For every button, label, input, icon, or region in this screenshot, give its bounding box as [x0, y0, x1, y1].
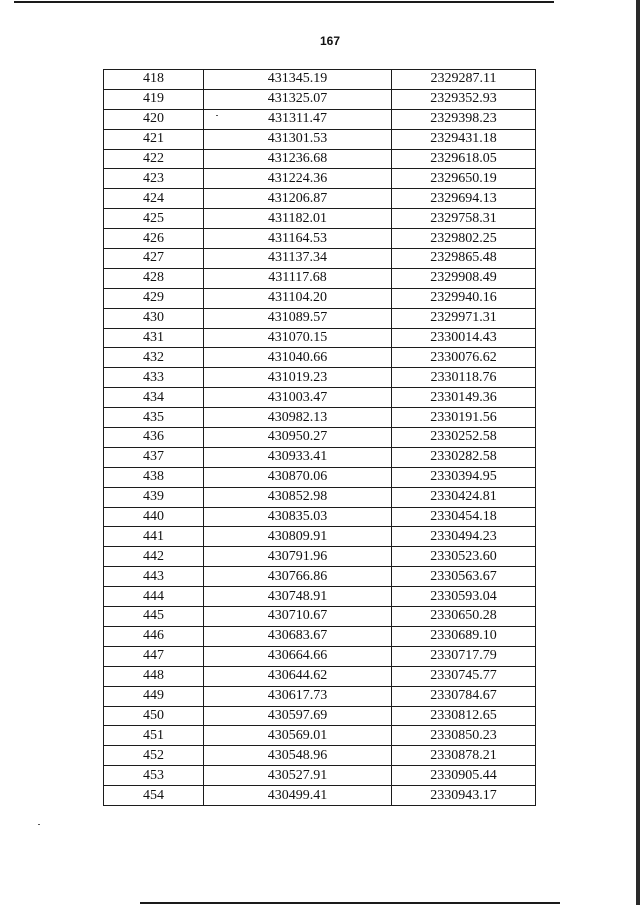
point-number-cell: 433 [104, 368, 204, 388]
table-row [104, 328, 536, 348]
table-row [104, 388, 536, 408]
table-row [104, 189, 536, 209]
point-number-cell: 424 [104, 189, 204, 209]
point-number-cell: 444 [104, 587, 204, 607]
table-row [104, 786, 536, 806]
scan-edge-bottom [140, 902, 560, 904]
page-number: 167 [319, 34, 341, 48]
point-number-cell: 431 [104, 328, 204, 348]
y-coordinate-cell: 2329694.13 [392, 189, 536, 209]
y-coordinate-cell: 2330745.77 [392, 666, 536, 686]
x-coordinate-cell: 430766.86 [204, 567, 392, 587]
x-coordinate-cell: 430683.67 [204, 626, 392, 646]
table-row [104, 766, 536, 786]
y-coordinate-cell: 2330014.43 [392, 328, 536, 348]
x-coordinate-cell: 431164.53 [204, 229, 392, 249]
table-row [104, 706, 536, 726]
x-coordinate-cell: 430597.69 [204, 706, 392, 726]
y-coordinate-cell: 2330593.04 [392, 587, 536, 607]
point-number-cell: 453 [104, 766, 204, 786]
table-row [104, 129, 536, 149]
point-number-cell: 434 [104, 388, 204, 408]
point-number-cell: 454 [104, 786, 204, 806]
point-number-cell: 452 [104, 746, 204, 766]
table-row [104, 89, 536, 109]
point-number-cell: 428 [104, 268, 204, 288]
x-coordinate-cell: 431019.23 [204, 368, 392, 388]
point-number-cell: 448 [104, 666, 204, 686]
y-coordinate-cell: 2330252.58 [392, 428, 536, 448]
y-coordinate-cell: 2330191.56 [392, 408, 536, 428]
point-number-cell: 440 [104, 507, 204, 527]
point-number-cell: 427 [104, 249, 204, 269]
point-number-cell: 442 [104, 547, 204, 567]
y-coordinate-cell: 2330494.23 [392, 527, 536, 547]
table-row [104, 169, 536, 189]
x-coordinate-cell: 430852.98 [204, 487, 392, 507]
x-coordinate-cell: 430809.91 [204, 527, 392, 547]
table-row [104, 308, 536, 328]
table-row [104, 686, 536, 706]
y-coordinate-cell: 2329618.05 [392, 149, 536, 169]
table-row [104, 607, 536, 627]
table-row [104, 268, 536, 288]
point-number-cell: 439 [104, 487, 204, 507]
point-number-cell: 432 [104, 348, 204, 368]
point-number-cell: 436 [104, 428, 204, 448]
point-number-cell: 423 [104, 169, 204, 189]
x-coordinate-cell: 431070.15 [204, 328, 392, 348]
table-row [104, 368, 536, 388]
table-row [104, 666, 536, 686]
table-row [104, 527, 536, 547]
point-number-cell: 445 [104, 607, 204, 627]
table-row [104, 547, 536, 567]
point-number-cell: 419 [104, 89, 204, 109]
x-coordinate-cell: 431117.68 [204, 268, 392, 288]
scan-edge-right [636, 0, 640, 905]
coordinate-table-body [104, 70, 536, 806]
y-coordinate-cell: 2330717.79 [392, 646, 536, 666]
y-coordinate-cell: 2329802.25 [392, 229, 536, 249]
x-coordinate-cell: 430548.96 [204, 746, 392, 766]
y-coordinate-cell: 2330394.95 [392, 467, 536, 487]
point-number-cell: 426 [104, 229, 204, 249]
y-coordinate-cell: 2330076.62 [392, 348, 536, 368]
y-coordinate-cell: 2330454.18 [392, 507, 536, 527]
x-coordinate-cell: 430950.27 [204, 428, 392, 448]
table-row [104, 467, 536, 487]
y-coordinate-cell: 2330650.28 [392, 607, 536, 627]
y-coordinate-cell: 2330850.23 [392, 726, 536, 746]
y-coordinate-cell: 2329971.31 [392, 308, 536, 328]
scan-edge-top [14, 1, 554, 3]
y-coordinate-cell: 2330424.81 [392, 487, 536, 507]
table-row [104, 209, 536, 229]
y-coordinate-cell: 2330784.67 [392, 686, 536, 706]
x-coordinate-cell: 430835.03 [204, 507, 392, 527]
point-number-cell: 451 [104, 726, 204, 746]
table-row [104, 149, 536, 169]
table-row [104, 567, 536, 587]
x-coordinate-cell: 430710.67 [204, 607, 392, 627]
y-coordinate-cell: 2330943.17 [392, 786, 536, 806]
y-coordinate-cell: 2330282.58 [392, 447, 536, 467]
point-number-cell: 418 [104, 70, 204, 90]
point-number-cell: 443 [104, 567, 204, 587]
y-coordinate-cell: 2330118.76 [392, 368, 536, 388]
y-coordinate-cell: 2329287.11 [392, 70, 536, 90]
y-coordinate-cell: 2330905.44 [392, 766, 536, 786]
y-coordinate-cell: 2329398.23 [392, 109, 536, 129]
x-coordinate-cell: 431236.68 [204, 149, 392, 169]
table-row [104, 507, 536, 527]
table-row [104, 746, 536, 766]
x-coordinate-cell: 430569.01 [204, 726, 392, 746]
y-coordinate-cell: 2329940.16 [392, 288, 536, 308]
point-number-cell: 421 [104, 129, 204, 149]
point-number-cell: 446 [104, 626, 204, 646]
table-row [104, 109, 536, 129]
y-coordinate-cell: 2330878.21 [392, 746, 536, 766]
table-row [104, 428, 536, 448]
table-row [104, 70, 536, 90]
x-coordinate-cell: 430617.73 [204, 686, 392, 706]
table-row [104, 447, 536, 467]
x-coordinate-cell: 430870.06 [204, 467, 392, 487]
x-coordinate-cell: 431206.87 [204, 189, 392, 209]
y-coordinate-cell: 2329758.31 [392, 209, 536, 229]
x-coordinate-cell: 431104.20 [204, 288, 392, 308]
y-coordinate-cell: 2330812.65 [392, 706, 536, 726]
y-coordinate-cell: 2330563.67 [392, 567, 536, 587]
y-coordinate-cell: 2329908.49 [392, 268, 536, 288]
x-coordinate-cell: 431311.47 [204, 109, 392, 129]
point-number-cell: 447 [104, 646, 204, 666]
point-number-cell: 449 [104, 686, 204, 706]
table-row [104, 626, 536, 646]
x-coordinate-cell: 431325.07 [204, 89, 392, 109]
y-coordinate-cell: 2330149.36 [392, 388, 536, 408]
x-coordinate-cell: 431345.19 [204, 70, 392, 90]
point-number-cell: 429 [104, 288, 204, 308]
table-row [104, 726, 536, 746]
x-coordinate-cell: 431040.66 [204, 348, 392, 368]
point-number-cell: 425 [104, 209, 204, 229]
y-coordinate-cell: 2330523.60 [392, 547, 536, 567]
x-coordinate-cell: 431137.34 [204, 249, 392, 269]
x-coordinate-cell: 431003.47 [204, 388, 392, 408]
table-row [104, 487, 536, 507]
table-row [104, 646, 536, 666]
point-number-cell: 430 [104, 308, 204, 328]
coordinate-table [103, 69, 536, 806]
table-row [104, 408, 536, 428]
point-number-cell: 441 [104, 527, 204, 547]
table-row [104, 587, 536, 607]
table-row [104, 229, 536, 249]
x-coordinate-cell: 430527.91 [204, 766, 392, 786]
x-coordinate-cell: 430748.91 [204, 587, 392, 607]
y-coordinate-cell: 2329352.93 [392, 89, 536, 109]
x-coordinate-cell: 430664.66 [204, 646, 392, 666]
x-coordinate-cell: 430982.13 [204, 408, 392, 428]
x-coordinate-cell: 431301.53 [204, 129, 392, 149]
point-number-cell: 420 [104, 109, 204, 129]
y-coordinate-cell: 2329865.48 [392, 249, 536, 269]
y-coordinate-cell: 2329650.19 [392, 169, 536, 189]
x-coordinate-cell: 431089.57 [204, 308, 392, 328]
point-number-cell: 435 [104, 408, 204, 428]
scan-speck [38, 824, 40, 825]
x-coordinate-cell: 430644.62 [204, 666, 392, 686]
table-row [104, 249, 536, 269]
point-number-cell: 438 [104, 467, 204, 487]
y-coordinate-cell: 2330689.10 [392, 626, 536, 646]
x-coordinate-cell: 431224.36 [204, 169, 392, 189]
x-coordinate-cell: 431182.01 [204, 209, 392, 229]
point-number-cell: 437 [104, 447, 204, 467]
y-coordinate-cell: 2329431.18 [392, 129, 536, 149]
x-coordinate-cell: 430499.41 [204, 786, 392, 806]
table-row [104, 348, 536, 368]
x-coordinate-cell: 430791.96 [204, 547, 392, 567]
point-number-cell: 450 [104, 706, 204, 726]
table-row [104, 288, 536, 308]
x-coordinate-cell: 430933.41 [204, 447, 392, 467]
point-number-cell: 422 [104, 149, 204, 169]
